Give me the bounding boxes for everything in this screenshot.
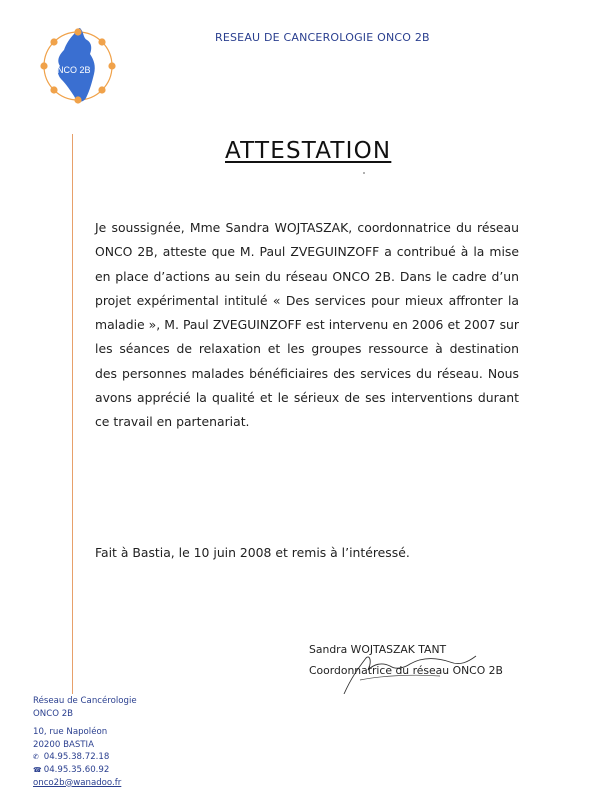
logo-text: ONCO 2B — [50, 65, 91, 75]
footer-street: 10, rue Napoléon — [33, 727, 108, 738]
closing-line: Fait à Bastia, le 10 juin 2008 et remis à l’intéressé. — [95, 545, 410, 560]
network-name: RESEAU DE CANCEROLOGIE ONCO 2B — [215, 31, 430, 44]
footer-address — [33, 695, 193, 789]
footer-city: 20200 BASTIA — [33, 739, 94, 750]
footer-fax: 04.95.35.60.92 — [43, 764, 110, 775]
footer-org-line2: ONCO 2B — [33, 708, 74, 719]
fax-icon: ☎ — [33, 765, 42, 774]
signatory-name: Sandra WOJTASZAK TANT — [309, 643, 447, 656]
margin-rule — [72, 134, 73, 694]
document-title: ATTESTATION — [225, 138, 392, 164]
signatory-role: Coordonnatrice du réseau ONCO 2B — [309, 664, 503, 677]
footer-phone-row — [33, 751, 193, 764]
paper-speck — [363, 172, 365, 174]
footer-email[interactable]: onco2b@wanadoo.fr — [33, 777, 122, 788]
onco2b-logo-icon — [36, 18, 120, 114]
footer-fax-row — [33, 764, 193, 777]
attestation-body: Je soussignée, Mme Sandra WOJTASZAK, coordonnatrice du réseau ONCO 2B, atteste que M. Paul ZVEGUINZOFF a contribué à la mise en place d’actions au sein du réseau ONCO 2B. Dans le cadre d’un projet expérimental intitulé « Des services pour mieux affronter la maladie », M. Paul ZVEGUINZOFF est intervenu en 2006 et 2007 sur les séances de relaxation et les groupes ressource à destination des personnes malades bénéficiaires des services du réseau. Nous avons apprécié la qualité et le sérieux de ses interventions durant ce travail en partenariat. — [95, 220, 519, 430]
phone-icon: ✆ — [33, 753, 39, 762]
footer-org-line1: Réseau de Cancérologie — [33, 696, 137, 706]
footer-phone: 04.95.38.72.18 — [43, 752, 110, 763]
